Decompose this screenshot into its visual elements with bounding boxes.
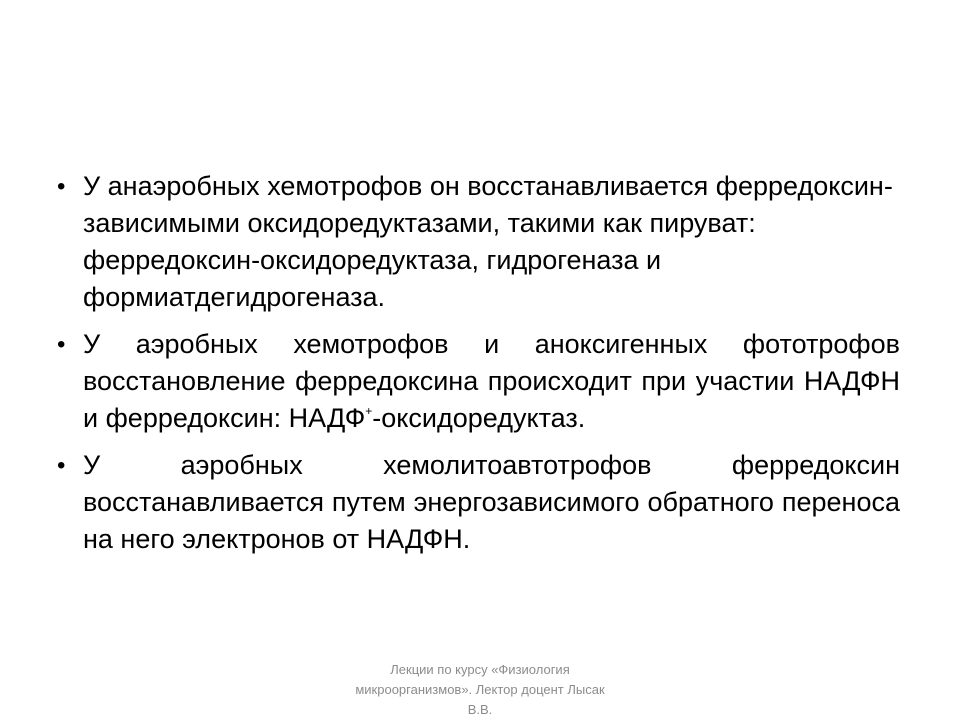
bullet-dot-icon: •	[57, 331, 66, 358]
bullet-text-2-after: -оксидоредуктаз.	[372, 403, 586, 433]
bullet-list	[52, 168, 900, 558]
bullet-dot-icon: •	[57, 173, 66, 200]
bullet-text-2-before: У аэробных хемотрофов и аноксигенных фототрофов восстановление ферредоксина происходит при участии НАДФН и ферредоксин: НАДФ	[83, 329, 900, 433]
bullet-item-1	[52, 168, 900, 316]
bullet-item-3	[52, 447, 900, 558]
footer-line-3: В.В.	[467, 702, 493, 717]
bullet-item-2	[52, 326, 900, 437]
bullet-text-2-superscript: +	[365, 404, 373, 418]
footer-line-2: микроорганизмов». Лектор доцент Лысак	[355, 682, 605, 697]
slide-footer	[300, 660, 660, 720]
footer-line-1: Лекции по курсу «Физиология	[390, 662, 570, 677]
slide-content	[52, 168, 900, 568]
bullet-text-1: У анаэробных хемотрофов он восстанавливается ферредоксин-зависимыми оксидоредуктазами, такими как пируват: ферредоксин-оксидоредуктаза, гидрогеназа и формиатдегидрогеназа.	[83, 171, 893, 312]
bullet-text-3: У аэробных хемолитоавтотрофов ферредоксин восстанавливается путем энергозависимого обратного переноса на него электронов от НАДФН.	[83, 450, 900, 554]
bullet-dot-icon: •	[57, 452, 66, 479]
